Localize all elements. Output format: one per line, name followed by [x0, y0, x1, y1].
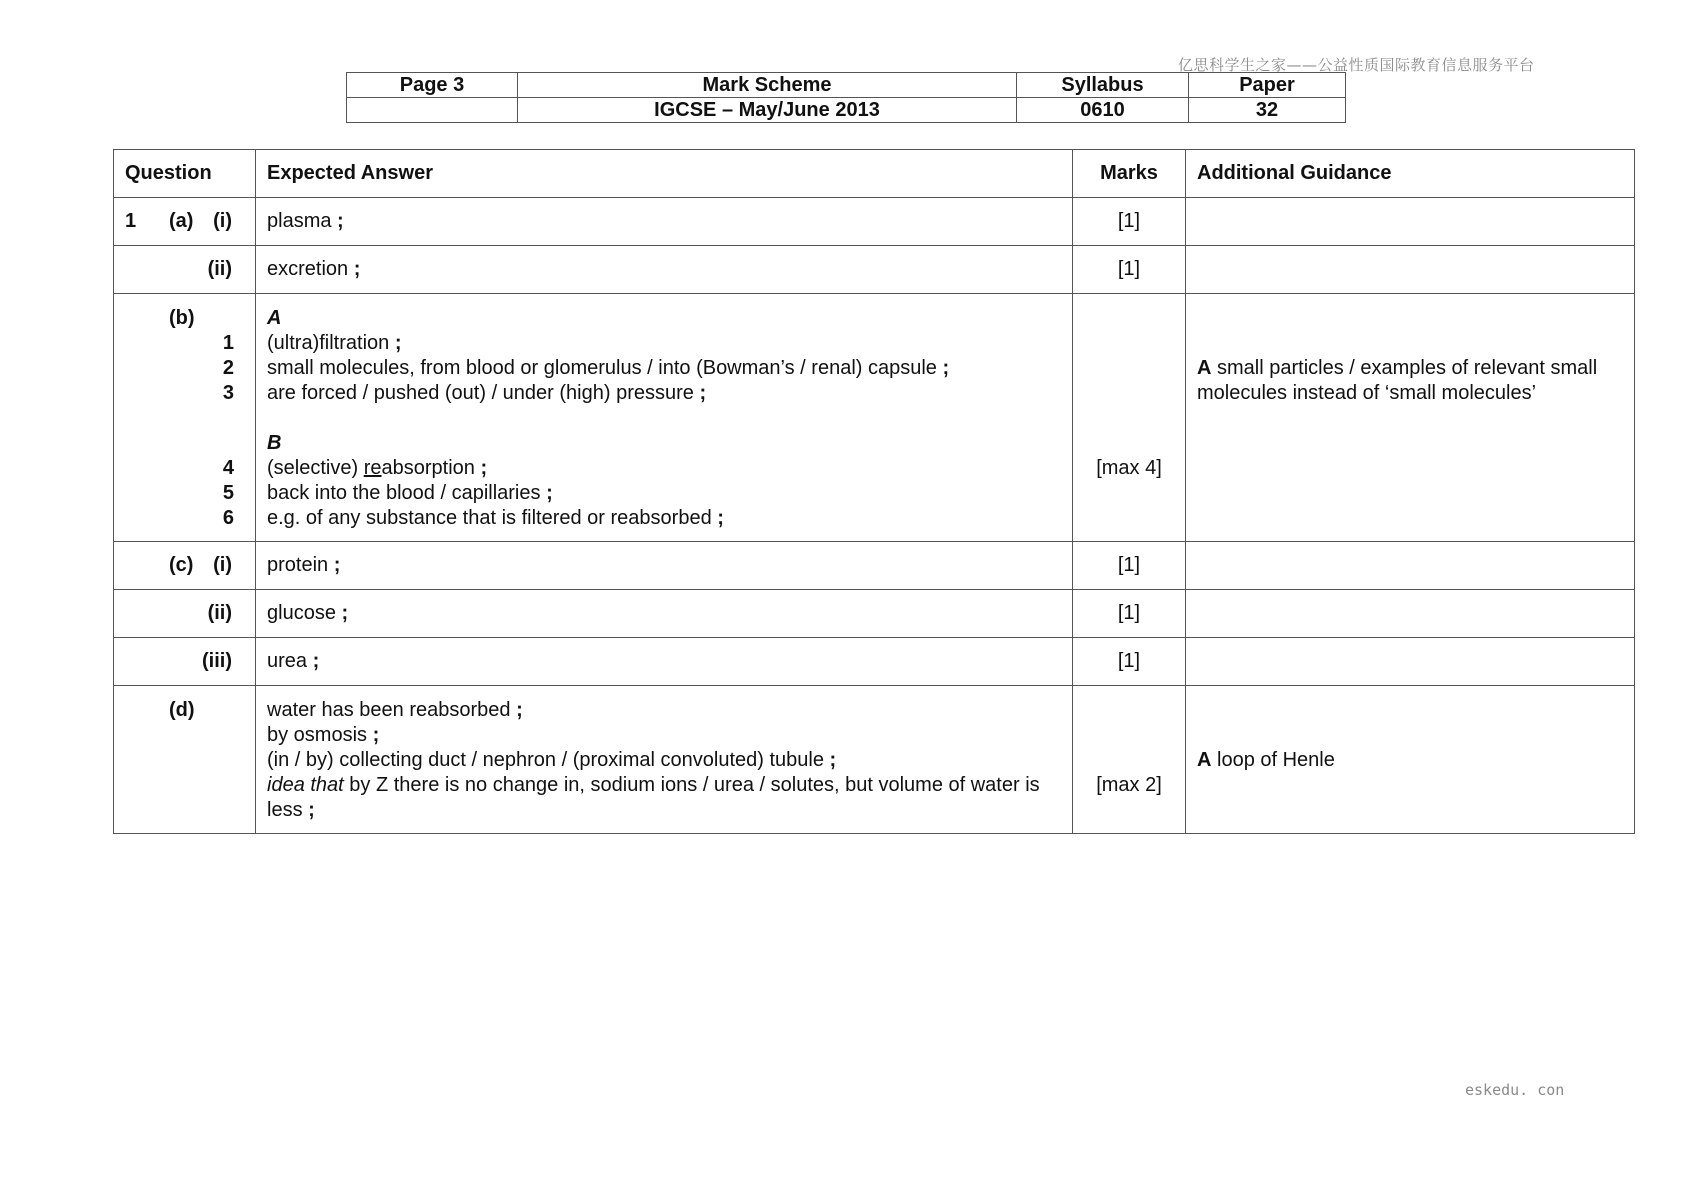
- answer-cell: [256, 590, 1073, 638]
- point-number: 5: [222, 482, 234, 504]
- header-paper-value: 32: [1189, 98, 1346, 123]
- point-number: 1: [222, 332, 234, 354]
- answer-cell: [256, 246, 1073, 294]
- header-table: [346, 72, 1346, 123]
- mark-point-separator: ;: [942, 357, 950, 379]
- guidance-cell: [1186, 542, 1635, 590]
- table-row: [114, 542, 1635, 590]
- point-number: 3: [222, 382, 234, 404]
- question-part: (a): [169, 210, 194, 232]
- guidance-cell: [1186, 590, 1635, 638]
- marks-cell: [1]: [1073, 246, 1186, 294]
- answer-cell: [256, 294, 1073, 542]
- answer-text: (selective): [267, 457, 364, 479]
- guidance-cell: [1186, 246, 1635, 294]
- guidance-text: loop of Henle: [1211, 749, 1335, 771]
- guidance-cell: [1186, 294, 1635, 542]
- col-guidance: Additional Guidance: [1186, 150, 1635, 198]
- marks-cell: [1]: [1073, 590, 1186, 638]
- answer-text: (in / by) collecting duct / nephron / (proximal convoluted) tubule: [267, 749, 824, 771]
- mark-point-separator: ;: [516, 699, 523, 721]
- header-labels-row: [347, 73, 1346, 98]
- guidance-accept: A: [1197, 749, 1212, 771]
- question-cell: [114, 246, 256, 294]
- marks-cell: [max 2]: [1073, 686, 1186, 834]
- answer-text: by Z there is no change in, sodium ions / urea / solutes, but volume of water is less: [267, 774, 1040, 821]
- answer-text: protein: [267, 554, 329, 576]
- answer-text: small molecules, from blood or glomerulus / into (Bowman’s / renal) capsule: [267, 357, 937, 379]
- answer-text: by osmosis: [267, 724, 368, 746]
- answer-text: urea: [267, 650, 308, 672]
- mark-point-separator: ;: [341, 602, 349, 624]
- answer-cell: [256, 198, 1073, 246]
- mark-point-separator: ;: [312, 650, 320, 672]
- section-label: A: [267, 307, 282, 329]
- marks-cell: [max 4]: [1073, 294, 1186, 542]
- guidance-cell: [1186, 198, 1635, 246]
- answer-text: plasma: [267, 210, 332, 232]
- question-number: 1: [125, 210, 137, 232]
- point-number: 6: [222, 507, 234, 529]
- question-cell: [114, 590, 256, 638]
- answer-text: glucose: [267, 602, 336, 624]
- header-syllabus-label: Syllabus: [1017, 73, 1189, 98]
- mark-point-separator: ;: [394, 332, 402, 354]
- answer-cell: [256, 542, 1073, 590]
- header-title-label: Mark Scheme: [518, 73, 1017, 98]
- italic-text: idea that: [267, 774, 344, 796]
- answer-text: excretion: [267, 258, 349, 280]
- answer-text: water has been reabsorbed: [267, 699, 511, 721]
- question-cell: [114, 638, 256, 686]
- answer-text: back into the blood / capillaries: [267, 482, 541, 504]
- marks-cell: [1]: [1073, 198, 1186, 246]
- question-cell: [114, 542, 256, 590]
- watermark-bottom: eskedu. con: [1465, 1081, 1565, 1099]
- header-page-value: [347, 98, 518, 123]
- question-subpart: (ii): [207, 602, 232, 624]
- table-row: [114, 686, 1635, 834]
- question-subpart: (ii): [207, 258, 232, 280]
- question-subpart: (iii): [202, 650, 232, 672]
- question-part: (c): [169, 554, 194, 576]
- underlined-text: re: [363, 457, 382, 479]
- question-part: (d): [169, 699, 195, 721]
- table-row: [114, 294, 1635, 542]
- header-values-row: [347, 98, 1346, 123]
- mark-point-separator: ;: [699, 382, 707, 404]
- mark-point-separator: ;: [372, 724, 380, 746]
- col-answer: Expected Answer: [256, 150, 1073, 198]
- answer-text: absorption: [381, 457, 475, 479]
- section-label: B: [267, 432, 282, 454]
- question-subpart: (i): [213, 554, 232, 576]
- mark-point-separator: ;: [546, 482, 553, 504]
- mark-point-separator: ;: [829, 749, 837, 771]
- table-row: [114, 246, 1635, 294]
- column-header-row: [114, 150, 1635, 198]
- question-cell: [114, 198, 256, 246]
- header-syllabus-value: 0610: [1017, 98, 1189, 123]
- marks-cell: [1]: [1073, 542, 1186, 590]
- mark-point-separator: ;: [480, 457, 488, 479]
- question-cell: [114, 686, 256, 834]
- point-number: 4: [222, 457, 234, 479]
- header-page-label: Page 3: [347, 73, 518, 98]
- table-row: [114, 638, 1635, 686]
- watermark-top: 亿思科学生之家——公益性质国际教育信息服务平台: [1178, 56, 1535, 74]
- question-part: (b): [169, 307, 195, 329]
- answer-cell: [256, 686, 1073, 834]
- marks-cell: [1]: [1073, 638, 1186, 686]
- guidance-accept: A: [1197, 357, 1212, 379]
- table-row: [114, 590, 1635, 638]
- point-number: 2: [222, 357, 234, 379]
- question-cell: [114, 294, 256, 542]
- mark-point-separator: ;: [333, 554, 341, 576]
- col-question: Question: [114, 150, 256, 198]
- mark-point-separator: ;: [337, 210, 344, 232]
- question-subpart: (i): [213, 210, 232, 232]
- answer-cell: [256, 638, 1073, 686]
- col-marks: Marks: [1073, 150, 1186, 198]
- mark-point-separator: ;: [353, 258, 361, 280]
- mark-point-separator: ;: [717, 507, 724, 529]
- answer-text: are forced / pushed (out) / under (high) pressure: [267, 382, 694, 404]
- mark-scheme-table: [113, 149, 1635, 834]
- header-paper-label: Paper: [1189, 73, 1346, 98]
- guidance-cell: [1186, 686, 1635, 834]
- answer-text: e.g. of any substance that is filtered or reabsorbed: [267, 507, 712, 529]
- mark-point-separator: ;: [308, 799, 315, 821]
- guidance-text: small particles / examples of relevant small molecules instead of ‘small molecules’: [1197, 357, 1598, 404]
- table-row: [114, 198, 1635, 246]
- guidance-cell: [1186, 638, 1635, 686]
- header-title-value: IGCSE – May/June 2013: [518, 98, 1017, 123]
- answer-text: (ultra)filtration: [267, 332, 390, 354]
